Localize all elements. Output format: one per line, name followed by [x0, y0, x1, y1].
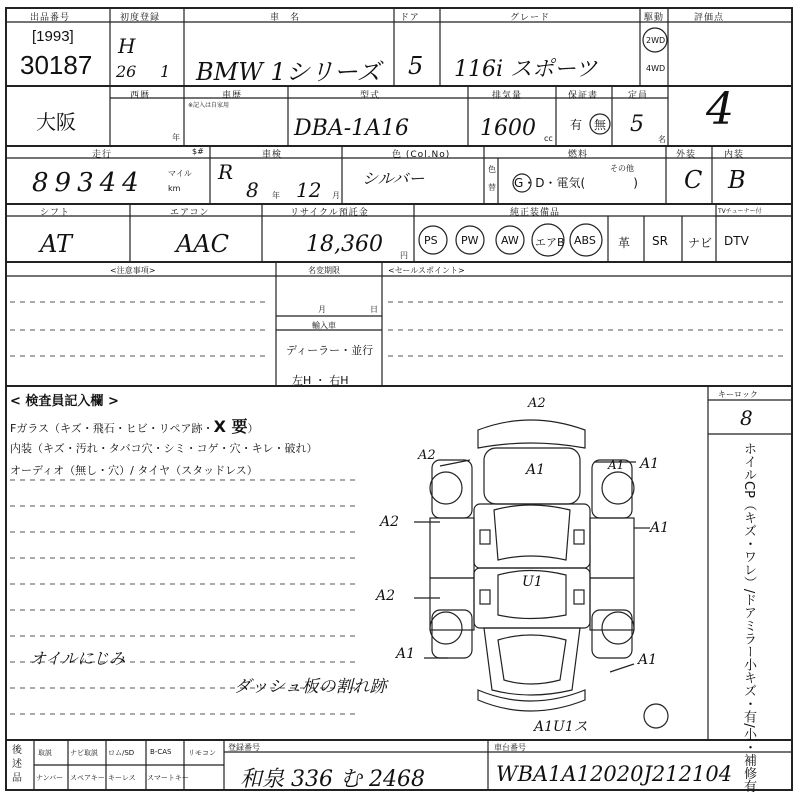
equipment-sr: SR: [652, 234, 668, 248]
deadline-day: 日: [370, 305, 378, 314]
location: 大阪: [36, 112, 76, 134]
interior-grade: B: [728, 166, 746, 194]
dash-note: ダッシュ板の割れ跡: [234, 677, 387, 697]
equipment-aw: AW: [501, 234, 519, 247]
capacity: 5: [630, 112, 644, 137]
lot-no-label: 出品番号: [30, 13, 71, 23]
fuel-options: G・D・電気( ): [514, 176, 638, 190]
first-reg-era: H: [118, 34, 136, 58]
item-navi-manual: ナビ取説: [70, 749, 98, 757]
shift: AT: [40, 230, 73, 258]
diag-label-right-door: A1: [650, 520, 670, 536]
inspection-era: R: [218, 160, 234, 184]
color-label: 色 (Col.No): [392, 150, 451, 160]
color-change-1: 色: [488, 165, 496, 174]
lot-sub: [1993]: [32, 28, 74, 45]
history-note: ※記入は自家用: [188, 102, 230, 109]
equipment-airbag: エアB: [535, 236, 565, 249]
shift-label: シフト: [40, 208, 71, 218]
fuel-label: 燃料: [568, 150, 589, 160]
glass-note: [10, 414, 258, 437]
equipment-pw: PW: [461, 234, 479, 247]
dealer-type: ディーラー・並行: [286, 344, 374, 357]
glass-close: ）: [247, 422, 259, 435]
diag-label-left-rear-door: A2: [376, 588, 396, 604]
door: 5: [408, 52, 424, 80]
item-bcas: B-CAS: [150, 748, 172, 756]
diag-label-right-fender: A1: [608, 458, 625, 472]
item-spare-key: スペアキー: [70, 774, 105, 782]
diag-label-roof: A2: [528, 396, 546, 411]
diag-label-rear: A1U1ス: [534, 719, 588, 735]
inspection-year-unit: 年: [272, 191, 280, 200]
warranty-label: 保証書: [568, 91, 599, 101]
door-label: ドア: [400, 13, 420, 23]
ac: AAC: [176, 230, 230, 258]
recycle-label: リサイクル預託金: [290, 208, 369, 218]
score: 4: [706, 84, 734, 135]
equipment-navi: ナビ: [688, 236, 713, 250]
diag-label-left-rear: A1: [396, 646, 416, 662]
sales-point-label: <セールスポイント>: [388, 266, 465, 275]
item-plate: ナンバー: [36, 774, 64, 782]
inspector-title: < 検査員記入欄 >: [10, 394, 119, 409]
ac-label: エアコン: [170, 208, 210, 218]
drive-2wd: 2WD: [646, 36, 666, 45]
inspection-month-unit: 月: [332, 191, 340, 200]
first-reg-year: 26: [116, 62, 137, 81]
exterior-label: 外装: [676, 150, 697, 160]
equipment-abs: ABS: [574, 234, 596, 247]
capacity-unit: 名: [658, 135, 666, 144]
mile-unit: マイル: [168, 169, 192, 178]
type-label: 型式: [360, 91, 381, 101]
item-smart-key: スマートキー: [147, 774, 189, 782]
diag-label-roof-center: U1: [522, 574, 543, 590]
mileage-label: 走行: [92, 150, 113, 160]
equipment-ps: PS: [424, 234, 438, 247]
diag-label-right-rear: A1: [638, 652, 658, 668]
glass-x: X 要: [213, 417, 248, 436]
chassis-number: WBA1A12020J212104: [496, 762, 733, 786]
item-remote: リモコン: [188, 749, 216, 757]
car-name-label: 車 名: [270, 13, 301, 23]
tuner-label: TVチューナー付: [718, 208, 762, 215]
warranty-no: 無: [594, 118, 607, 132]
keylock-label: キーロック: [718, 390, 758, 399]
interior-label: 内装: [724, 150, 745, 160]
year-label: 西暦: [130, 91, 151, 101]
chassis-label: 車台番号: [494, 743, 526, 752]
cc-unit: cc: [544, 134, 553, 143]
steering-side: 左H ・ 右H: [292, 374, 349, 387]
recycle: 18,360: [306, 232, 383, 257]
inspection-month: 12: [296, 178, 322, 202]
drive-4wd: 4WD: [646, 64, 666, 73]
diag-label-front-right: A1: [640, 456, 660, 472]
diag-label-left-front-door: A2: [380, 514, 400, 530]
retro-label: 後 述 品: [12, 745, 22, 784]
fuel-other: その他: [610, 164, 634, 173]
keylock-value: 8: [740, 406, 753, 430]
plate-label: 登録番号: [228, 743, 260, 752]
mileage: 89344: [32, 168, 145, 198]
title-deadline-label: 名変期限: [308, 266, 340, 275]
capacity-label: 定員: [628, 91, 649, 101]
lot-no: 30187: [20, 50, 93, 80]
car-name: BMW 1シリーズ: [196, 58, 381, 86]
color: シルバー: [362, 169, 425, 188]
plate-number: 和泉 336 む 2468: [240, 767, 425, 792]
item-rom-sd: ロム/SD: [108, 749, 135, 757]
deadline-month: 月: [318, 305, 326, 314]
history-label: 車歴: [222, 91, 243, 101]
warranty-yes: 有: [570, 118, 583, 132]
import-label: 輸入車: [312, 321, 336, 330]
equipment-leather: 革: [618, 236, 631, 250]
color-change-2: 替: [488, 183, 496, 192]
yen-unit: 円: [400, 251, 408, 260]
unit-label: $#: [192, 147, 204, 156]
exterior-grade: C: [684, 166, 703, 194]
grade-label: グレード: [510, 13, 551, 23]
audio-note: オーディオ（無し・穴）/ タイヤ（スタッドレス）: [10, 464, 258, 477]
equipment-dtv: DTV: [724, 234, 749, 248]
caution-label: <注意事項>: [110, 266, 156, 275]
diag-label-front-left: A2: [418, 448, 436, 463]
diag-label-bonnet: A1: [526, 462, 546, 478]
grade: 116i スポーツ: [454, 57, 598, 82]
glass-text: Fガラス（キズ・飛石・ヒビ・リペア跡・: [10, 422, 214, 435]
year-unit: 年: [172, 133, 180, 142]
side-vertical-note: ホイルCP（キズ・ワレ）/ドアミラー小キズ・有/小・補修有: [741, 442, 756, 793]
handwritten-note: オイルにじみ: [30, 649, 126, 668]
drive-label: 駆動: [644, 13, 665, 23]
inspection-year: 8: [246, 178, 259, 202]
km-unit: km: [168, 184, 181, 193]
score-label: 評価点: [694, 13, 725, 23]
item-manual: 取説: [38, 749, 52, 757]
displacement-label: 排気量: [492, 91, 523, 101]
interior-note: 内装（キズ・汚れ・タバコ穴・シミ・コゲ・穴・キレ・破れ）: [10, 442, 318, 455]
item-keyless: キーレス: [108, 774, 136, 782]
displacement: 1600: [480, 116, 536, 141]
first-reg-month: 1: [160, 62, 171, 81]
type: DBA-1A16: [294, 116, 410, 141]
equipment-label: 純正装備品: [510, 208, 561, 218]
inspection-label: 車検: [262, 150, 283, 160]
first-reg-label: 初度登録: [120, 13, 161, 23]
